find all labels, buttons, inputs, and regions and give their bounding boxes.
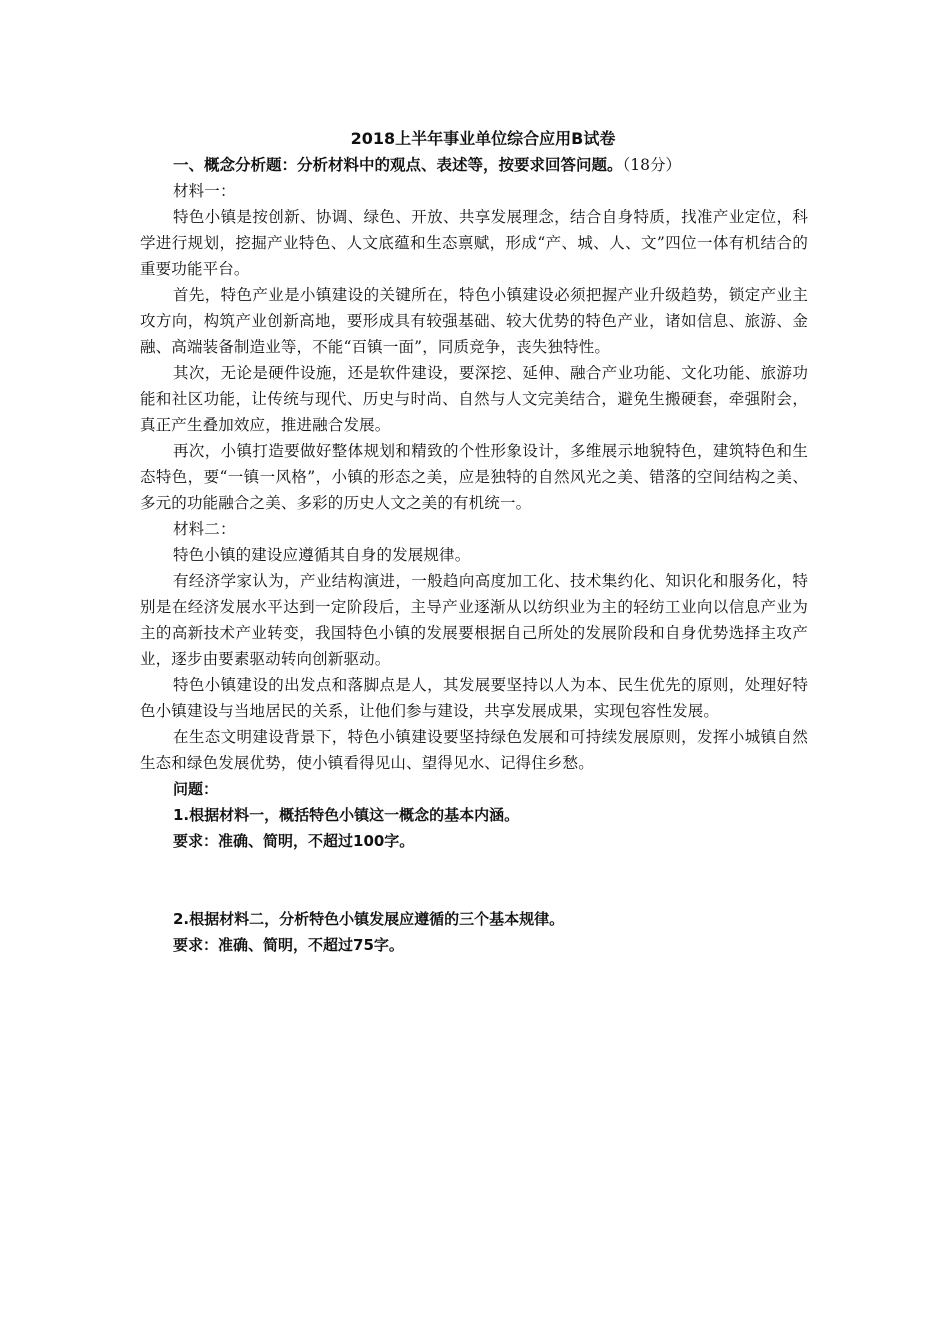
- question-1: 1.根据材料一，概括特色小镇这一概念的基本内涵。: [173, 806, 520, 824]
- question-1-requirement: 要求：准确、简明，不超过100字。: [173, 832, 415, 850]
- material-two-paragraph: 特色小镇的建设应遵循其自身的发展规律。: [173, 546, 471, 564]
- document-content: [140, 126, 808, 958]
- section-heading: [140, 152, 808, 178]
- section-score: （18分）: [622, 156, 681, 174]
- section-heading-text: 一、概念分析题：分析材料中的观点、表述等，按要求回答问题。: [173, 156, 623, 174]
- material-two-paragraph: 在生态文明建设背景下，特色小镇建设要坚持绿色发展和可持续发展原则，发挥小城镇自然生态和绿色发展优势，使小镇看得见山、望得见水、记得住乡愁。: [140, 728, 808, 772]
- answer-space: [140, 854, 808, 906]
- material-one-label: 材料一：: [173, 182, 236, 200]
- question-2: 2.根据材料二，分析特色小镇发展应遵循的三个基本规律。: [173, 910, 565, 928]
- material-one-paragraph: 特色小镇是按创新、协调、绿色、开放、共享发展理念，结合自身特质，找准产业定位，科学进行规划，挖掘产业特色、人文底蕴和生态禀赋，形成“产、城、人、文”四位一体有机结合的重要功能平台。: [140, 208, 808, 278]
- question-2-requirement: 要求：准确、简明，不超过75字。: [173, 936, 404, 954]
- material-two-paragraph: 有经济学家认为，产业结构演进，一般趋向高度加工化、技术集约化、知识化和服务化，特别是在经济发展水平达到一定阶段后，主导产业逐渐从以纺织业为主的轻纺工业向以信息产业为主的高新技术产业转变，我国特色小镇的发展要根据自己所处的发展阶段和自身优势选择主攻产业，逐步由要素驱动转向创新驱动。: [140, 572, 808, 668]
- material-two-paragraph: 特色小镇建设的出发点和落脚点是人，其发展要坚持以人为本、民生优先的原则，处理好特色小镇建设与当地居民的关系，让他们参与建设，共享发展成果，实现包容性发展。: [140, 676, 808, 720]
- material-two-label: 材料二：: [173, 520, 236, 538]
- material-one-paragraph: 首先，特色产业是小镇建设的关键所在，特色小镇建设必须把握产业升级趋势，锁定产业主攻方向，构筑产业创新高地，要形成具有较强基础、较大优势的特色产业，诸如信息、旅游、金融、高端装备制造业等，不能“百镇一面”，同质竞争，丧失独特性。: [140, 286, 808, 356]
- material-one-paragraph: 其次，无论是硬件设施，还是软件建设，要深挖、延伸、融合产业功能、文化功能、旅游功能和社区功能，让传统与现代、历史与时尚、自然与人文完美结合，避免生搬硬套，牵强附会，真正产生叠加效应，推进融合发展。: [140, 364, 808, 434]
- questions-label: 问题：: [173, 780, 219, 798]
- page-title: 2018上半年事业单位综合应用B试卷: [350, 129, 616, 148]
- material-one-paragraph: 再次，小镇打造要做好整体规划和精致的个性形象设计，多维展示地貌特色，建筑特色和生态特色，要“一镇一风格”，小镇的形态之美，应是独特的自然风光之美、错落的空间结构之美、多元的功能融合之美、多彩的历史人文之美的有机统一。: [140, 442, 808, 512]
